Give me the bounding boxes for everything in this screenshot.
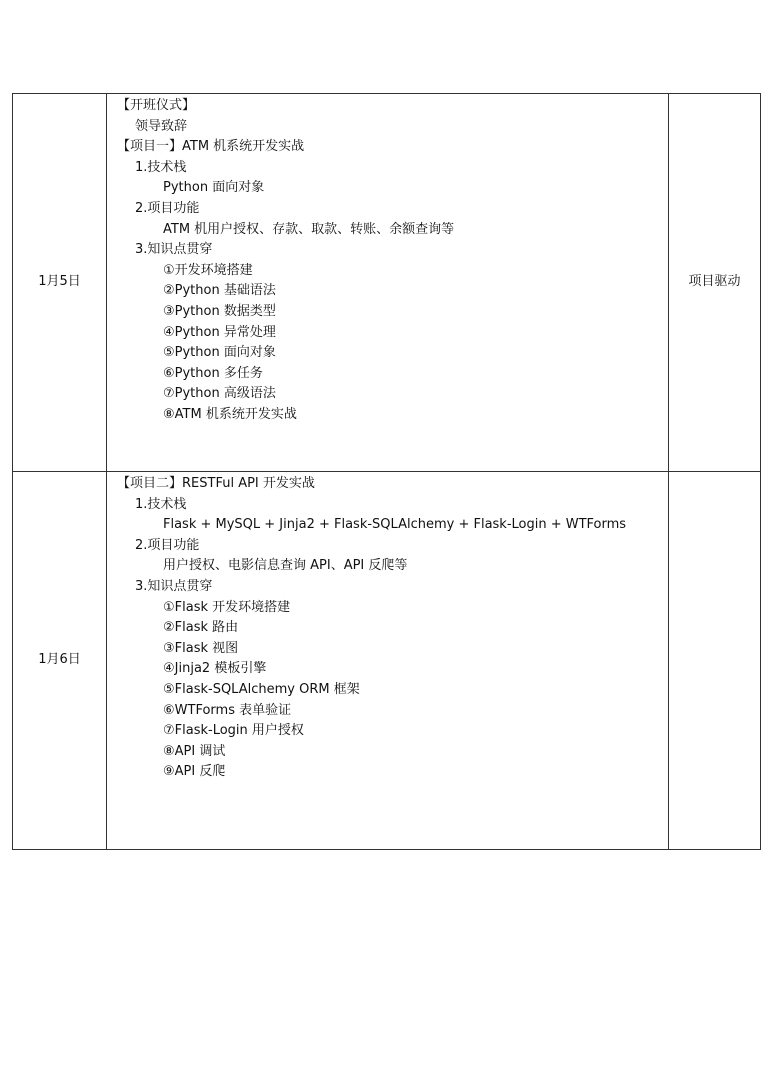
content-line: ⑨API 反爬 <box>163 764 226 780</box>
content-line: 领导致辞 <box>135 118 188 134</box>
method-cell <box>669 472 761 850</box>
content-line: 用户授权、电影信息查询 API、API 反爬等 <box>163 558 408 574</box>
content-line: Python 面向对象 <box>163 180 265 196</box>
date-cell: 1月6日 <box>13 472 107 850</box>
content-line: ④Jinja2 模板引擎 <box>163 661 267 677</box>
content-line: ⑧API 调试 <box>163 743 226 759</box>
content-cell <box>107 94 669 472</box>
content-lines <box>117 96 668 426</box>
content-line: 3.知识点贯穿 <box>135 242 213 258</box>
content-line: 1.技术栈 <box>135 496 187 512</box>
content-line: 【项目二】RESTFul API 开发实战 <box>117 476 315 491</box>
content-line: ⑧ATM 机系统开发实战 <box>163 406 297 422</box>
date-cell: 1月5日 <box>13 94 107 472</box>
content-lines <box>117 474 668 783</box>
table-row <box>13 94 761 472</box>
content-line: ④Python 异常处理 <box>163 324 276 340</box>
content-line: ⑥Python 多任务 <box>163 365 263 381</box>
content-line: ②Flask 路由 <box>163 620 239 636</box>
content-line: ⑦Flask-Login 用户授权 <box>163 723 304 739</box>
content-line: ③Flask 视图 <box>163 640 239 656</box>
content-line: ③Python 数据类型 <box>163 303 276 319</box>
content-line: ⑤Flask-SQLAlchemy ORM 框架 <box>163 681 360 697</box>
content-line: ①Flask 开发环境搭建 <box>163 599 291 615</box>
content-line: 2.项目功能 <box>135 200 200 216</box>
content-cell <box>107 472 669 850</box>
content-line: ATM 机用户授权、存款、取款、转账、余额查询等 <box>163 221 455 237</box>
content-line: 【项目一】ATM 机系统开发实战 <box>117 139 305 155</box>
content-line: ⑦Python 高级语法 <box>163 386 276 402</box>
content-line: ②Python 基础语法 <box>163 283 276 299</box>
method-cell: 项目驱动 <box>669 94 761 472</box>
schedule-table <box>12 93 761 850</box>
content-line: ①开发环境搭建 <box>163 262 253 278</box>
content-line: 2.项目功能 <box>135 537 200 553</box>
content-line: 3.知识点贯穿 <box>135 578 213 594</box>
table-row <box>13 472 761 850</box>
content-line: Flask + MySQL + Jinja2 + Flask-SQLAlchemy + Flask-Login + WTForms <box>163 517 627 533</box>
content-line: ⑤Python 面向对象 <box>163 345 276 361</box>
content-line: ⑥WTForms 表单验证 <box>163 702 292 718</box>
content-line: 1.技术栈 <box>135 159 187 175</box>
content-line: 【开班仪式】 <box>117 98 196 113</box>
